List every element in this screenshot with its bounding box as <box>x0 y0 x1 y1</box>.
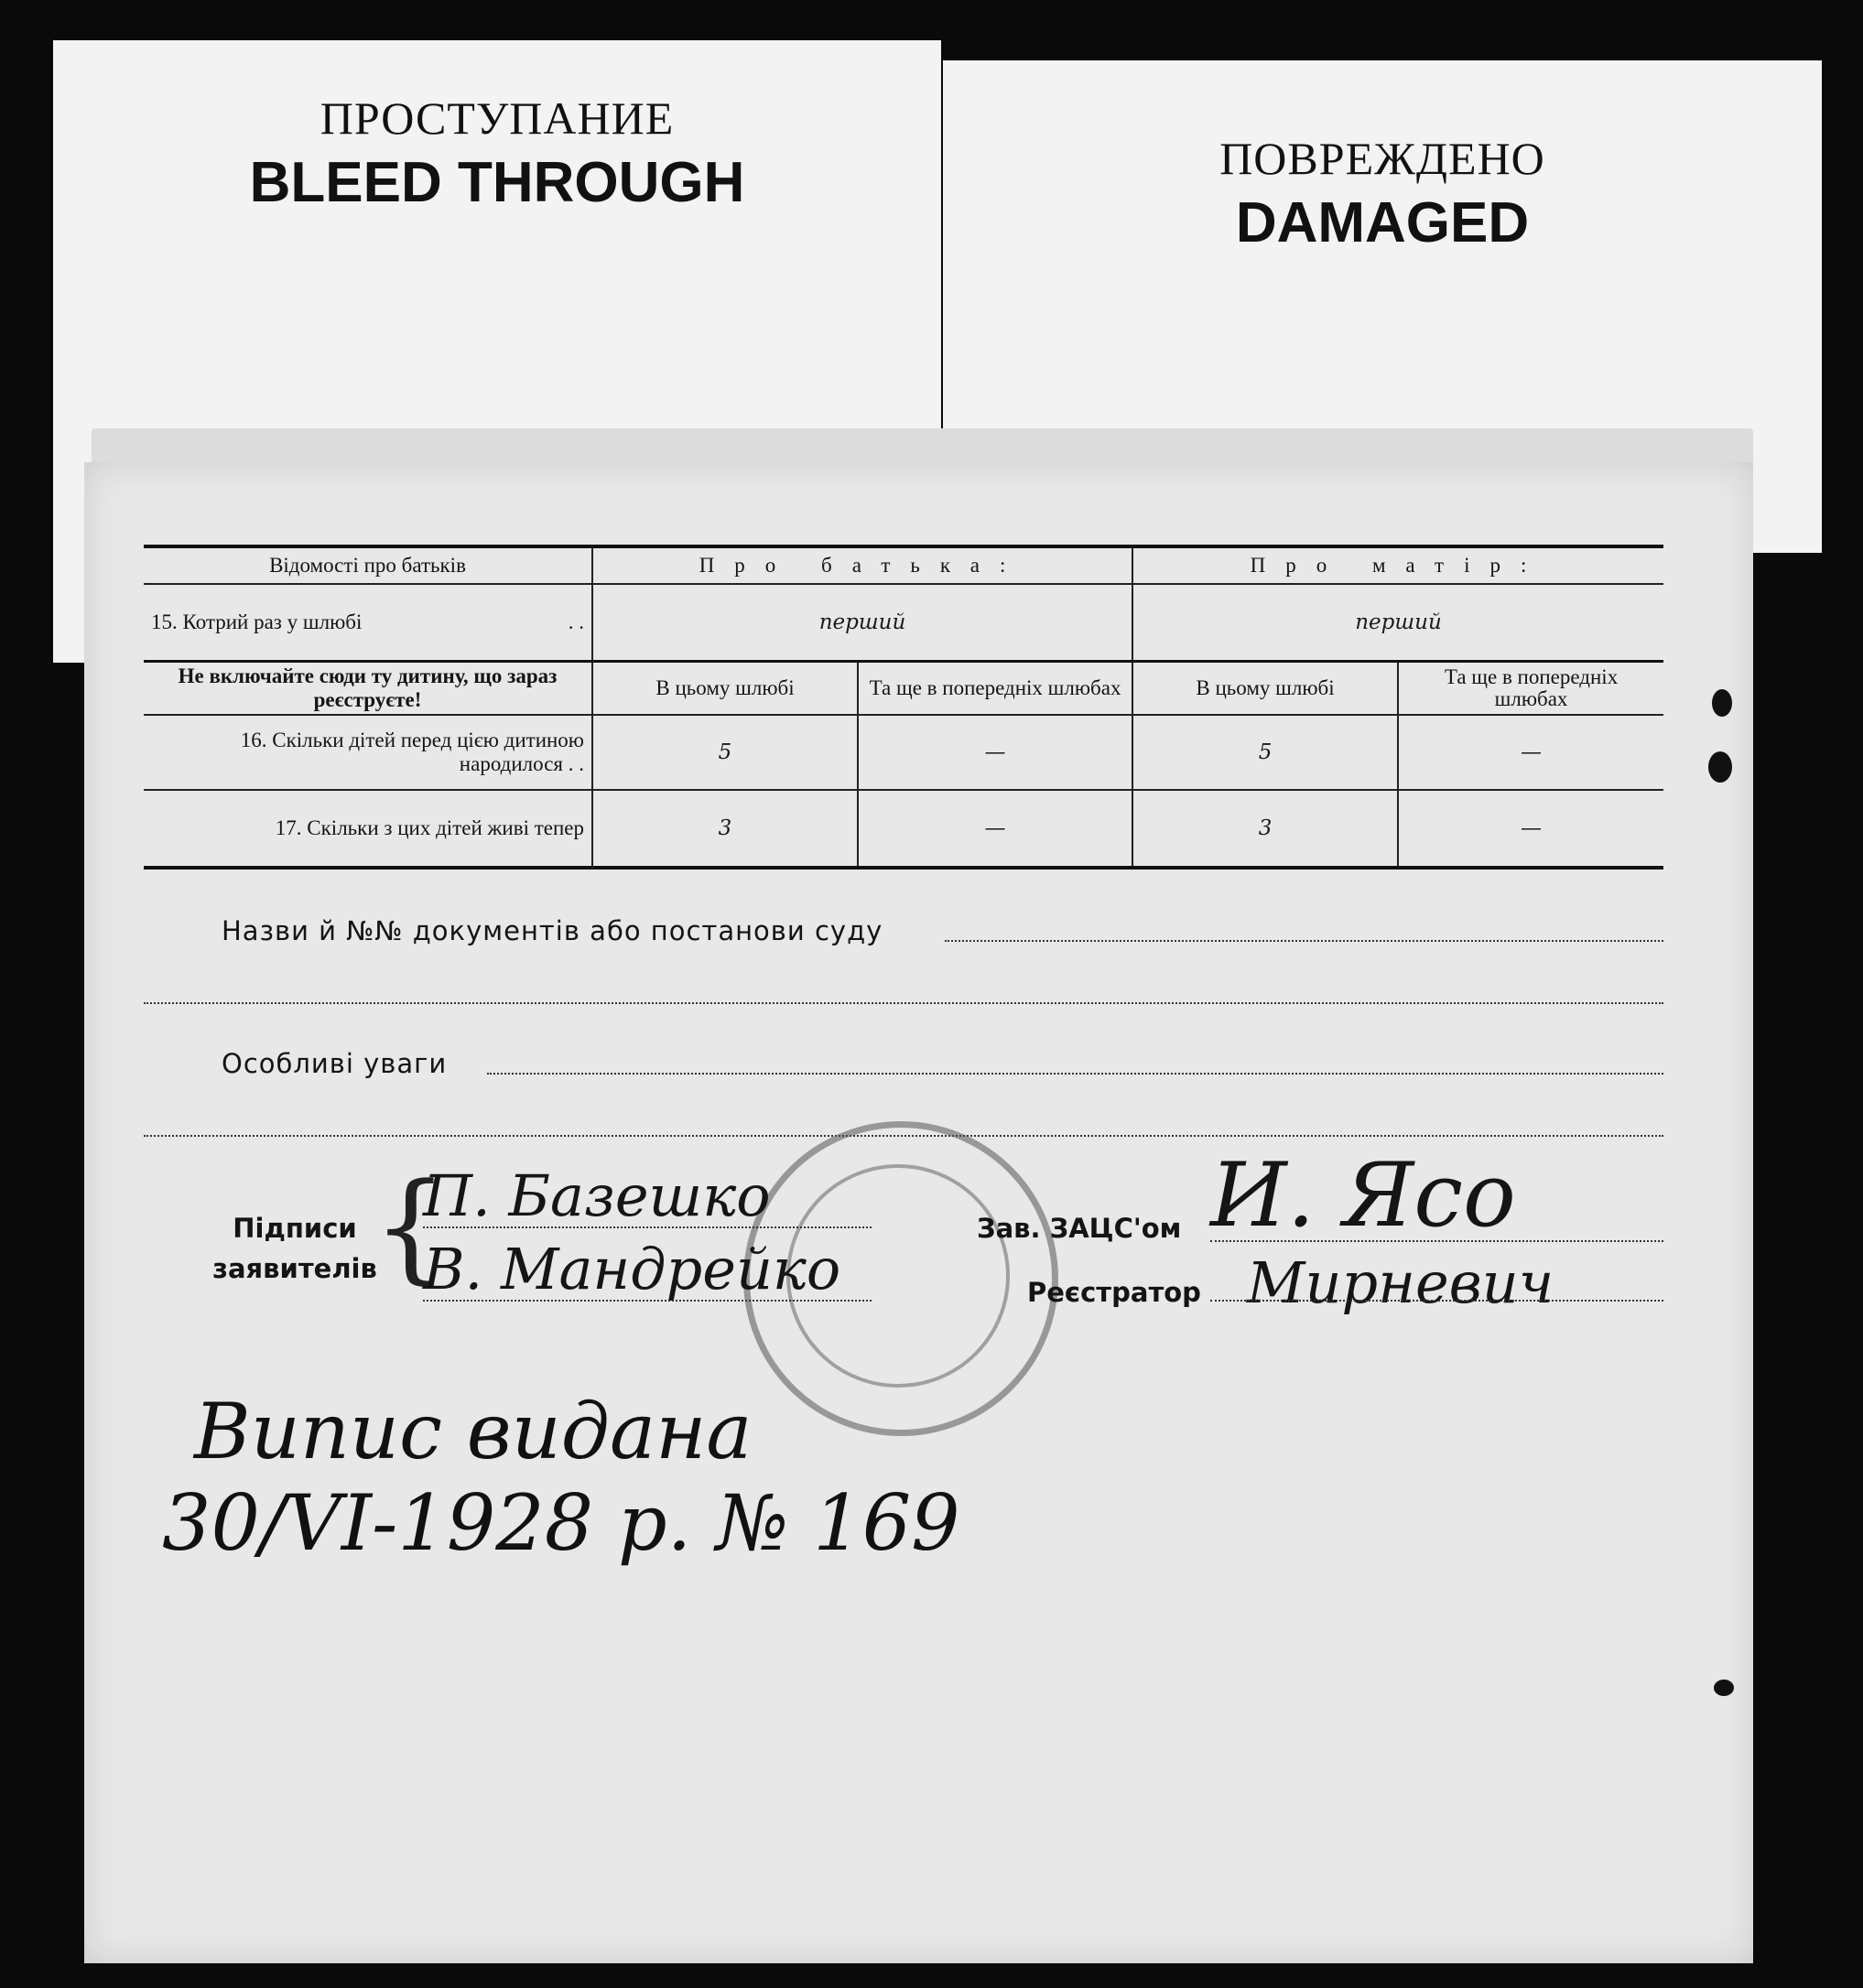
applicants-signature-label: Підписи заявителів <box>212 1213 377 1284</box>
table-row <box>144 662 1663 716</box>
registrar-signature: Мирневич <box>1247 1249 1554 1316</box>
row-17-father-current: 3 <box>592 790 858 868</box>
documents-dotted-line-2 <box>144 1002 1663 1004</box>
remarks-label: Особливі уваги <box>222 1048 448 1079</box>
registrar-line <box>1210 1300 1663 1302</box>
row-15-dots: . . <box>568 610 584 633</box>
registry-head-line <box>1210 1240 1663 1242</box>
row-15-label <box>144 584 592 662</box>
registrar-label: Реєстратор <box>1027 1277 1201 1308</box>
row-16-father-previous: — <box>858 715 1132 790</box>
applicant-2-line <box>423 1300 872 1302</box>
applicant-1-line <box>423 1226 872 1228</box>
table-row <box>144 715 1663 790</box>
document-sheet <box>84 462 1753 1963</box>
table-row <box>144 790 1663 868</box>
row-16-mother-previous: — <box>1398 715 1663 790</box>
row-15-mother-value: перший <box>1132 584 1663 662</box>
header-father: Про батька: <box>592 546 1132 584</box>
table-row <box>144 584 1663 662</box>
brace-icon: { <box>373 1157 449 1296</box>
extract-issued-note: Випис видана <box>194 1387 753 1476</box>
applicant-2-signature: В. Мандрейко <box>423 1236 841 1302</box>
row-16-father-current: 5 <box>592 715 858 790</box>
target-label-en: BLEED THROUGH <box>249 151 745 214</box>
row-15-text: 15. Котрий раз у шлюбі <box>151 610 363 633</box>
mother-current-marriage-header: В цьому шлюбі <box>1132 662 1398 716</box>
registry-head-label: Зав. ЗАЦС'ом <box>977 1213 1182 1244</box>
registry-head-signature: И. Ясо <box>1210 1144 1516 1247</box>
punch-hole <box>1708 751 1732 783</box>
header-mother: Про матір: <box>1132 546 1663 584</box>
damage-mark <box>1712 689 1732 717</box>
target-label-ru: ПОВРЕЖДЕНО <box>1219 133 1545 184</box>
row-16-dots: . . <box>568 752 584 775</box>
row-17-mother-previous: — <box>1398 790 1663 868</box>
documents-label: Назви й №№ документів або постанови суду <box>222 915 883 946</box>
row-17-label: 17. Скільки з цих дітей живі тепер <box>275 816 584 839</box>
extract-issued-date: 30/VI-1928 р. № 169 <box>162 1478 960 1568</box>
father-previous-marriages-header: Та ще в попередніх шлюбах <box>858 662 1132 716</box>
parents-table <box>144 545 1663 870</box>
target-label-ru: ПРОСТУПАНИЕ <box>320 92 675 144</box>
exclude-child-note: Не включайте сюди ту дитину, що зараз реєструєте! <box>144 662 592 716</box>
row-17-father-previous: — <box>858 790 1132 868</box>
damage-mark <box>1714 1680 1734 1696</box>
row-17-mother-current: 3 <box>1132 790 1398 868</box>
target-label-en: DAMAGED <box>1235 191 1530 254</box>
header-parents-info: Відомості про батьків <box>144 546 592 584</box>
applicant-1-signature: П. Базешко <box>423 1162 771 1229</box>
father-current-marriage-header: В цьому шлюбі <box>592 662 858 716</box>
row-15-father-value: перший <box>592 584 1132 662</box>
mother-previous-marriages-header: Та ще в попередніх шлюбах <box>1398 662 1663 716</box>
row-16-mother-current: 5 <box>1132 715 1398 790</box>
documents-dotted-line <box>945 940 1663 942</box>
row-16-text: 16. Скільки дітей перед цією дитиною народилося <box>240 729 584 775</box>
table-header-row <box>144 546 1663 584</box>
remarks-dotted-line <box>487 1073 1663 1075</box>
row-16-label <box>144 715 592 790</box>
